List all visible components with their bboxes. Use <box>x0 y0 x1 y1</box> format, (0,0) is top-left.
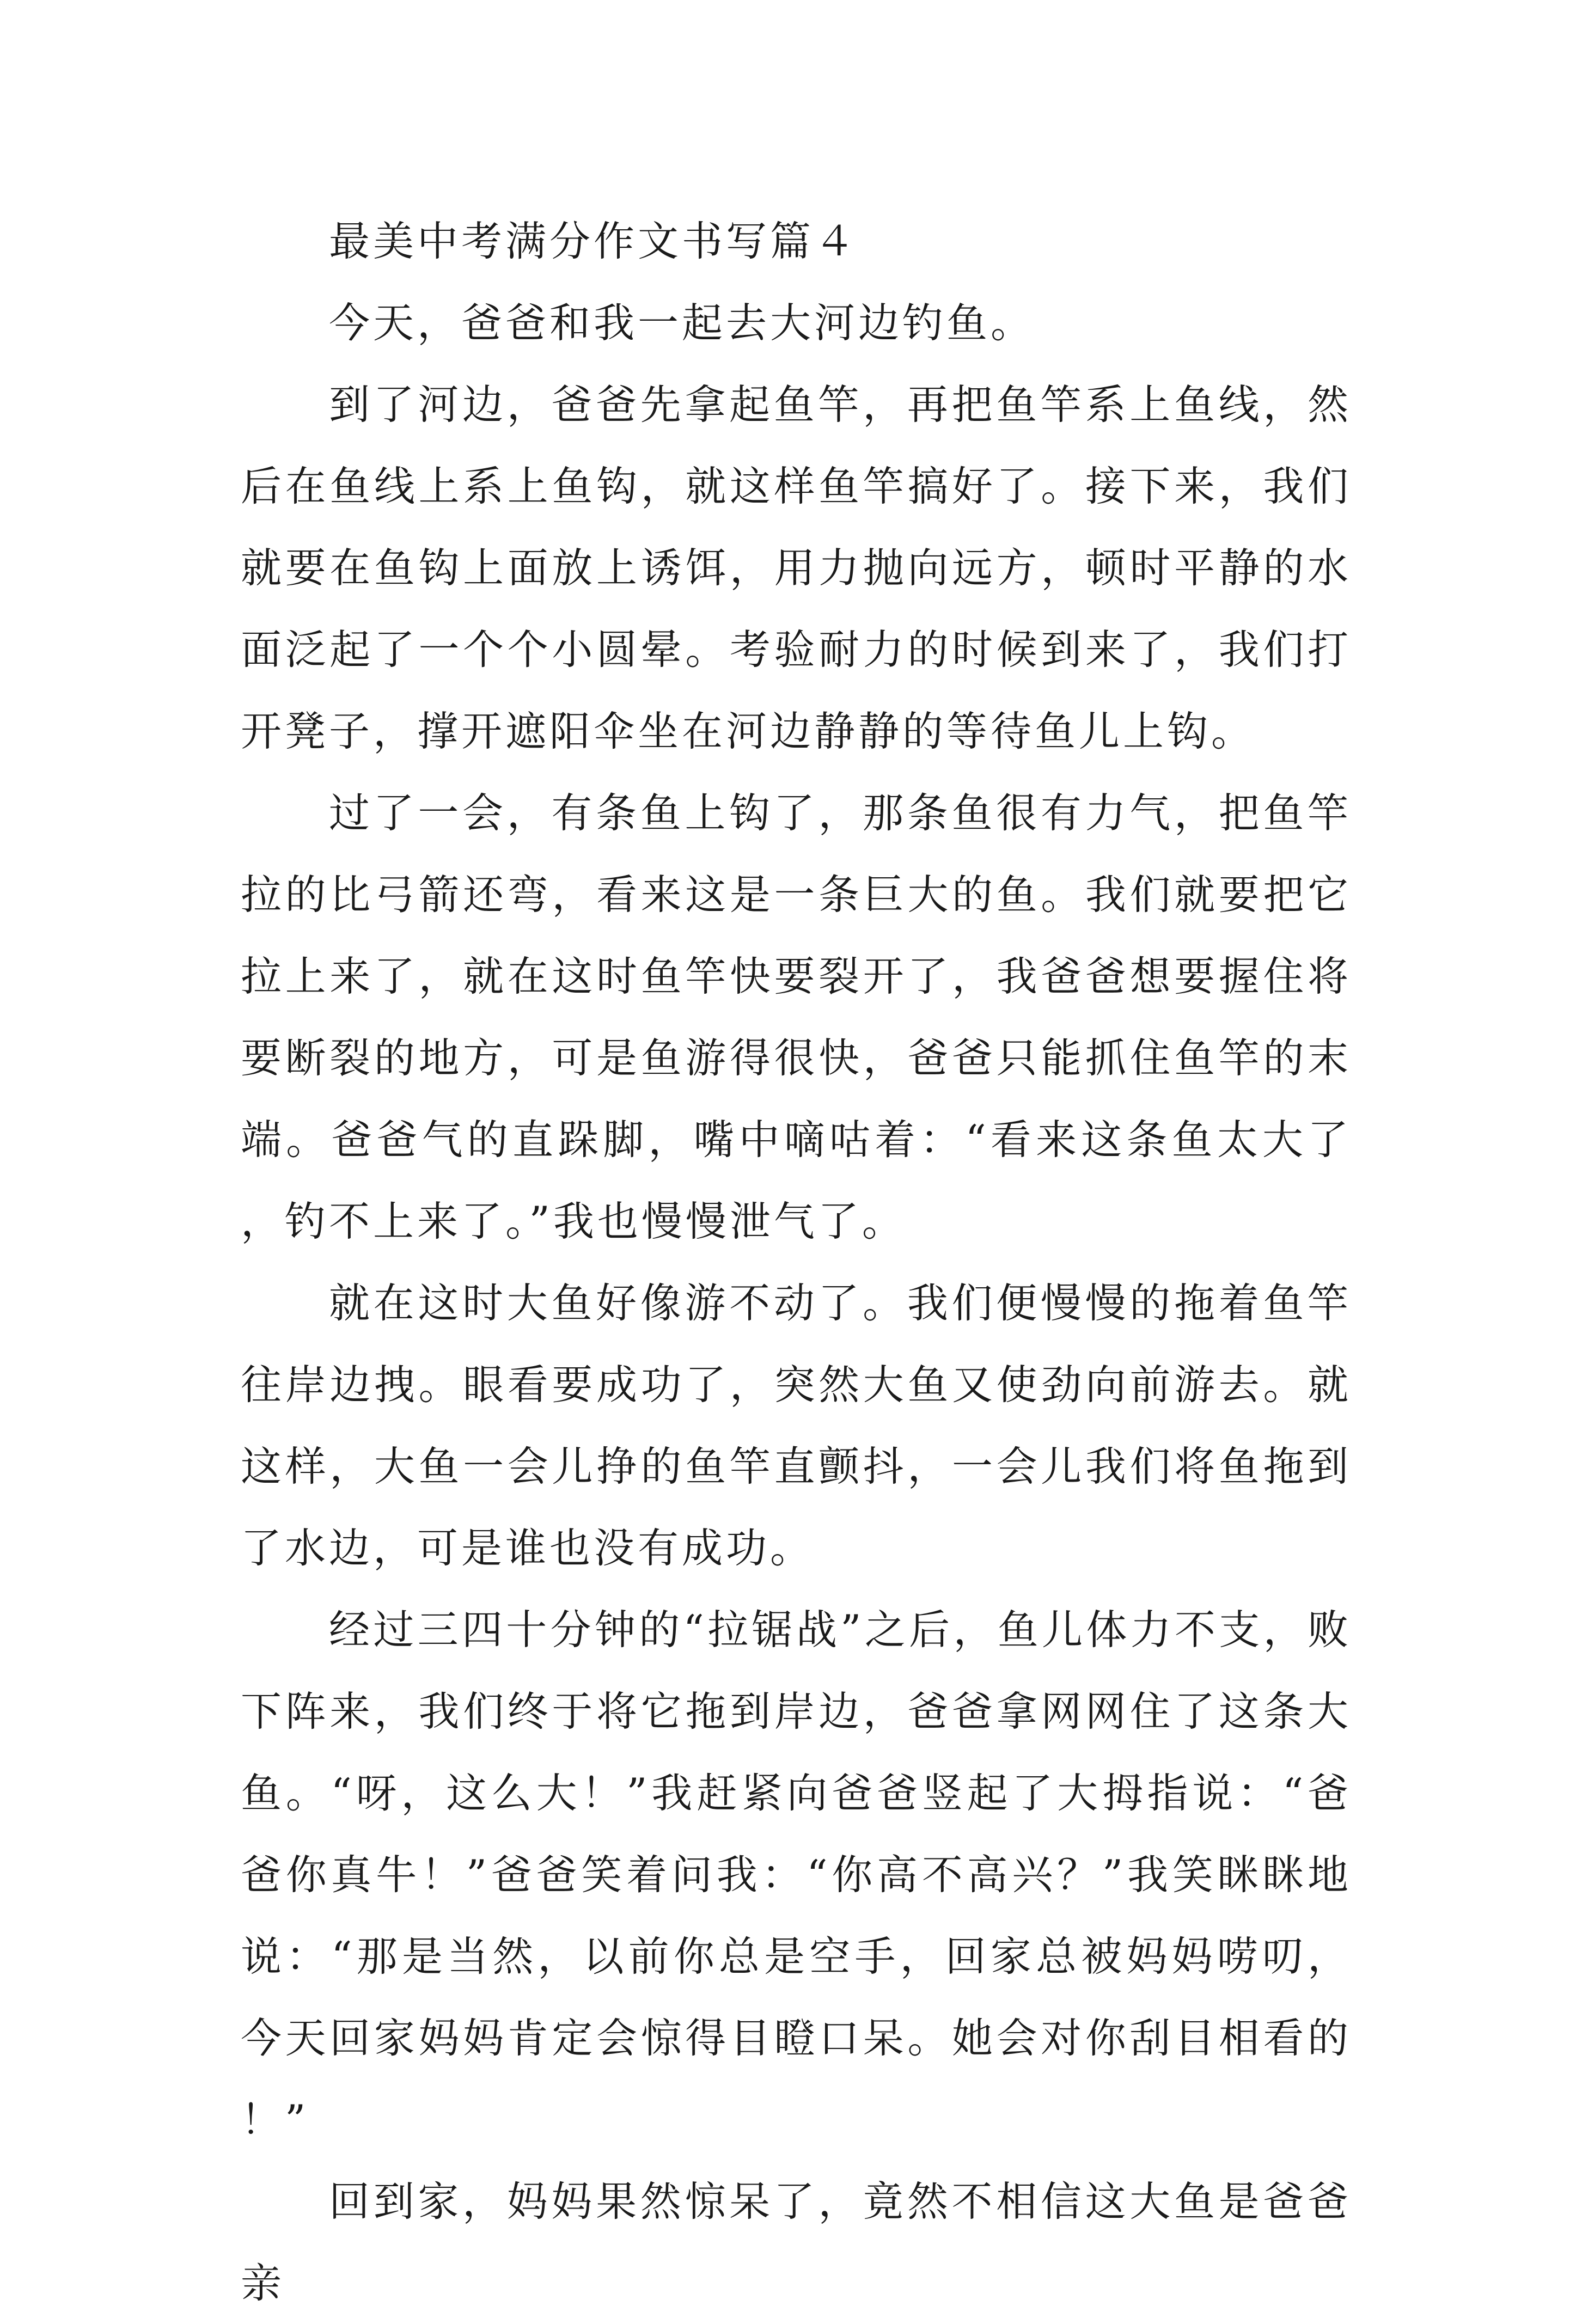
paragraph-2: 到了河边，爸爸先拿起鱼竿，再把鱼竿系上鱼线，然后在鱼线上系上鱼钩，就这样鱼竿搞好了。接下来，我们就要在鱼钩上面放上诱饵，用力抛向远方，顿时平静的水面泛起了一个个小圆晕。考验耐力的时候到来了，我们打开凳子，撑开遮阳伞坐在河边静静的等待鱼儿上钩。 <box>241 381 1352 755</box>
paragraph-4: 就在这时大鱼好像游不动了。我们便慢慢的拖着鱼竿往岸边拽。眼看要成功了，突然大鱼又使劲向前游去。就这样，大鱼一会儿挣的鱼竿直颤抖，一会儿我们将鱼拖到了水边，可是谁也没有成功。 <box>241 1279 1352 1572</box>
paragraph-5: 经过三四十分钟的“拉锯战”之后，鱼儿体力不支，败下阵来，我们终于将它拖到岸边，爸爸拿网网住了这条大鱼。“呀，这么大！”我赶紧向爸爸竖起了大拇指说：“爸爸你真牛！”爸爸笑着问我：“你高不高兴？”我笑眯眯地说：“那是当然，以前你总是空手，回家总被妈妈唠叨，今天回家妈妈肯定会惊得目瞪口呆。她会对你刮目相看的！” <box>241 1606 1352 2144</box>
document-body <box>241 200 1352 2324</box>
document-title: 最美中考满分作文书写篇４ <box>329 217 859 265</box>
paragraph-3: 过了一会，有条鱼上钩了，那条鱼很有力气，把鱼竿拉的比弓箭还弯，看来这是一条巨大的鱼。我们就要把它拉上来了，就在这时鱼竿快要裂开了，我爸爸想要握住将要断裂的地方，可是鱼游得很快，爸爸只能抓住鱼竿的末端。爸爸气的直跺脚，嘴中嘀咕着：“看来这条鱼太大了，钓不上来了。”我也慢慢泄气了。 <box>241 789 1352 1245</box>
paragraph-1: 今天，爸爸和我一起去大河边钓鱼。 <box>329 299 1035 347</box>
paragraph-6: 回到家，妈妈果然惊呆了，竟然不相信这大鱼是爸爸亲 <box>241 2178 1352 2307</box>
